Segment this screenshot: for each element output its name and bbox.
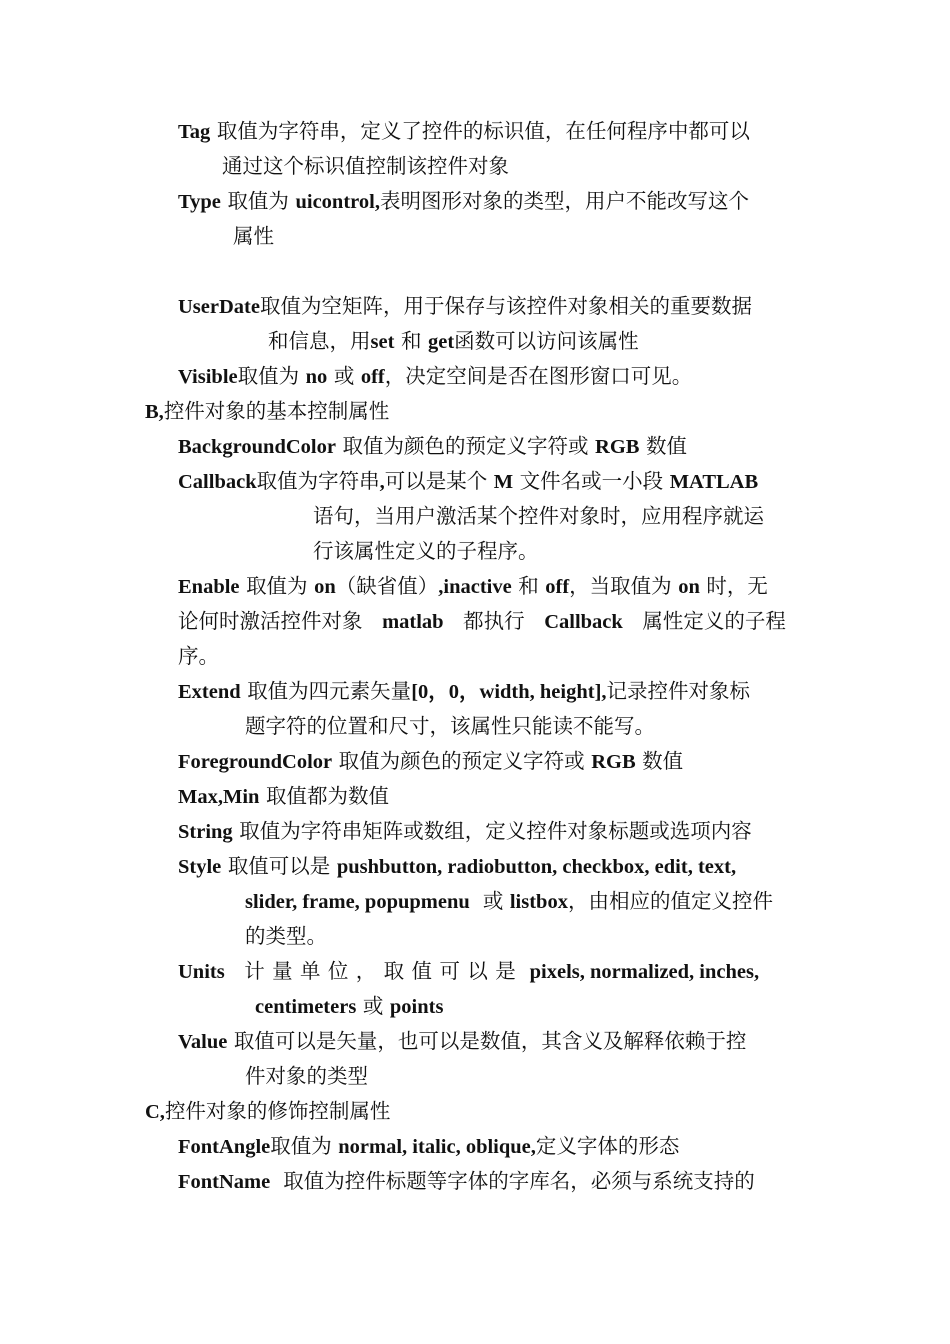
tag-line-1	[178, 117, 750, 146]
enable-desc-c: 和	[518, 574, 539, 598]
extend-keyword: Extend	[178, 681, 241, 703]
tag-desc: 取值为字符串，定义了控件的标识值，在任何程序中都可以	[216, 119, 750, 143]
callback-desc-b: 可以是某个	[384, 469, 488, 493]
maxmin-keyword: Max,Min	[178, 786, 260, 808]
section-b-title: 控件对象的基本控制属性	[163, 399, 390, 423]
fgcolor-line	[178, 747, 683, 776]
off-keyword-2: off	[545, 576, 570, 598]
type-value-keyword: uicontrol,	[295, 191, 380, 213]
fgcolor-desc-a: 取值为颜色的预定义字符或	[338, 749, 585, 773]
userdate-line-1	[178, 292, 752, 321]
maxmin-desc: 取值都为数值	[265, 784, 389, 808]
style-values-1: pushbutton, radiobutton, checkbox, edit, text,	[336, 856, 737, 878]
section-b-label: B,	[145, 401, 164, 423]
style-values-2: slider, frame, popupmenu	[245, 891, 470, 913]
userdate-desc: 取值为空矩阵，用于保存与该控件对象相关的重要数据	[259, 294, 752, 318]
units-desc-b: 或	[362, 994, 384, 1018]
bgcolor-desc-a: 取值为颜色的预定义字符或	[342, 434, 589, 458]
fontname-line	[178, 1167, 755, 1196]
type-keyword: Type	[178, 191, 221, 213]
style-desc-c: ，由相应的值定义控件	[567, 889, 773, 913]
enable-desc-d: ，当取值为	[569, 574, 672, 598]
m-keyword: M	[493, 471, 514, 493]
units-line-2	[255, 992, 443, 1021]
enable-desc-b: （缺省值）	[335, 574, 439, 598]
visible-desc-a: 取值为	[237, 364, 300, 388]
bgcolor-keyword: BackgroundColor	[178, 436, 336, 458]
section-c-label: C,	[145, 1101, 165, 1123]
no-keyword: no	[305, 366, 328, 388]
enable-line-3: 序。	[178, 644, 219, 668]
bgcolor-line	[178, 432, 687, 461]
style-keyword: Style	[178, 856, 222, 878]
userdate-desc-b: 和	[400, 329, 422, 353]
userdate-desc-c: 函数可以访问该属性	[454, 329, 639, 353]
callback-desc-a: 取值为字符串	[256, 469, 380, 493]
userdate-line-2	[268, 327, 639, 356]
type-line-2: 属性	[233, 224, 274, 248]
style-desc-b: 或	[482, 889, 504, 913]
fontangle-values: normal, italic, oblique,	[338, 1136, 536, 1158]
string-line	[178, 817, 752, 846]
enable-desc-f: 论何时激活控件对象	[178, 609, 363, 633]
callback-comma: ,	[379, 471, 385, 493]
section-b-heading	[145, 397, 389, 426]
callback-line-2: 语句，当用户激活某个控件对象时，应用程序就运	[313, 504, 764, 528]
callback-desc-c: 文件名或一小段	[519, 469, 664, 493]
units-values-1: pixels, normalized, inches,	[529, 961, 760, 983]
enable-keyword: Enable	[178, 576, 240, 598]
type-desc-b: 表明图形对象的类型，用户不能改写这个	[379, 189, 749, 213]
fgcolor-keyword: ForegroundColor	[178, 751, 333, 773]
section-c-heading	[145, 1097, 390, 1126]
extend-vector: [0，0，width, height],	[411, 681, 607, 703]
inactive-keyword: ,inactive	[438, 576, 512, 598]
listbox-keyword: listbox	[509, 891, 568, 913]
string-desc: 取值为字符串矩阵或数组，定义控件对象标题或选项内容	[239, 819, 752, 843]
type-desc-a: 取值为	[227, 189, 289, 213]
matlab-keyword: MATLAB	[669, 471, 759, 493]
rgb-keyword-2: RGB	[591, 751, 636, 773]
units-line-1	[178, 957, 759, 986]
userdate-desc-a: 和信息，用	[268, 329, 371, 353]
fontname-desc: 取值为控件标题等字体的字库名，必须与系统支持的	[283, 1169, 755, 1193]
enable-line-1	[178, 572, 768, 601]
style-line-3: 的类型。	[245, 924, 327, 948]
set-keyword: set	[370, 331, 395, 353]
userdate-keyword: UserDate	[178, 296, 260, 318]
fgcolor-desc-b: 数值	[642, 749, 684, 773]
maxmin-line	[178, 782, 389, 811]
tag-keyword: Tag	[178, 121, 211, 143]
on-keyword: on	[314, 576, 336, 598]
units-keyword: Units	[178, 961, 225, 983]
style-line-2	[245, 887, 773, 916]
enable-desc-g: 都执行	[463, 609, 525, 633]
bgcolor-desc-b: 数值	[646, 434, 687, 458]
extend-line-2: 题字符的位置和尺寸，该属性只能读不能写。	[245, 714, 655, 738]
style-line-1	[178, 852, 736, 881]
fontangle-line	[178, 1132, 679, 1161]
visible-keyword: Visible	[178, 366, 238, 388]
off-keyword: off	[360, 366, 385, 388]
points-keyword: points	[389, 996, 444, 1018]
style-desc-a: 取值可以是	[227, 854, 331, 878]
fontangle-desc-b: 定义字体的形态	[535, 1134, 680, 1158]
extend-line-1	[178, 677, 750, 706]
visible-desc-c: ，决定空间是否在图形窗口可见。	[384, 364, 693, 388]
enable-desc-a: 取值为	[246, 574, 308, 598]
string-keyword: String	[178, 821, 233, 843]
callback-line-3: 行该属性定义的子程序。	[313, 539, 539, 563]
get-keyword: get	[427, 331, 455, 353]
type-line-1	[178, 187, 749, 216]
extend-desc-a: 取值为四元素矢量	[247, 679, 412, 703]
fontname-keyword: FontName	[178, 1171, 271, 1193]
units-desc: 计量单位，取值可以是	[244, 959, 524, 983]
enable-desc-e: 时，无	[706, 574, 768, 598]
fontangle-keyword: FontAngle	[178, 1136, 271, 1158]
visible-desc-b: 或	[333, 364, 355, 388]
callback-line-1	[178, 467, 758, 496]
callback-keyword: Callback	[178, 471, 257, 493]
value-line-1	[178, 1027, 746, 1056]
centimeters-keyword: centimeters	[255, 996, 357, 1018]
extend-desc-b: 记录控件对象标	[606, 679, 751, 703]
enable-desc-h: 属性定义的子程	[642, 609, 786, 633]
value-desc: 取值可以是矢量，也可以是数值，其含义及解释依赖于控	[233, 1029, 747, 1053]
enable-line-2	[178, 607, 786, 636]
on-keyword-2: on	[678, 576, 700, 598]
rgb-keyword: RGB	[595, 436, 640, 458]
fontangle-desc-a: 取值为	[270, 1134, 332, 1158]
value-keyword: Value	[178, 1031, 228, 1053]
matlab-keyword-2: matlab	[382, 611, 444, 633]
section-c-title: 控件对象的修饰控制属性	[164, 1099, 391, 1123]
callback-keyword-2: Callback	[544, 611, 623, 633]
visible-line	[178, 362, 692, 391]
value-line-2: 件对象的类型	[245, 1064, 368, 1088]
tag-line-2: 通过这个标识值控制该控件对象	[222, 154, 509, 178]
